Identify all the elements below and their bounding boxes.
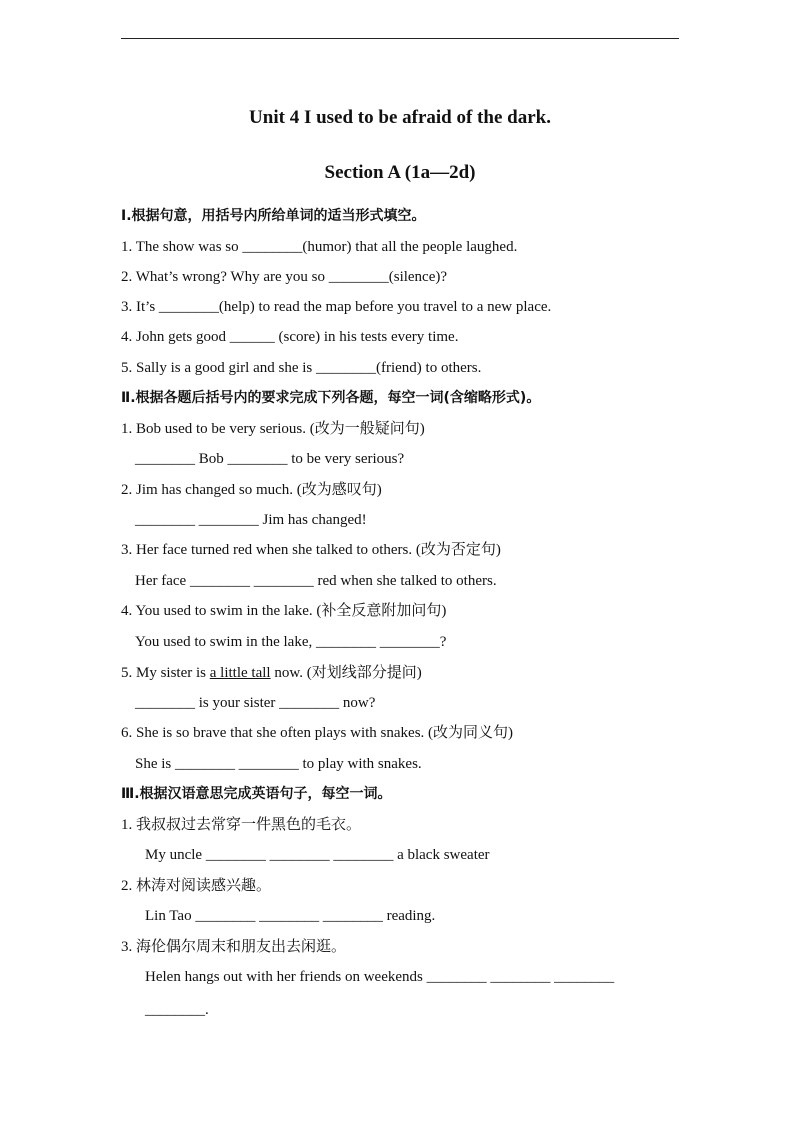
part3-answer-3-continued: ________. <box>145 1002 209 1018</box>
part1-item-3: 3. It’s ________(help) to read the map before you travel to a new place. <box>121 299 552 315</box>
part3-question-2: 2. 林涛对阅读感兴趣。 <box>121 878 272 894</box>
page-title: Unit 4 I used to be afraid of the dark. <box>249 107 551 128</box>
part2-answer-2: ________ ________ Jim has changed! <box>135 512 367 528</box>
part2-question-3: 3. Her face turned red when she talked to others. (改为否定句) <box>121 542 501 558</box>
part1-item-2: 2. What’s wrong? Why are you so ________(silence)? <box>121 269 448 285</box>
part2-question-5-prefix: 5. My sister is <box>121 665 210 681</box>
part3-question-3: 3. 海伦偶尔周末和朋友出去闲逛。 <box>121 939 347 955</box>
underlined-phrase: a little tall <box>209 665 271 681</box>
part1-item-1: 1. The show was so ________(humor) that all the people laughed. <box>121 239 518 255</box>
part3-answer-1: My uncle ________ ________ ________ a black sweater <box>145 847 490 863</box>
part3-answer-2: Lin Tao ________ ________ ________ reading. <box>145 908 436 924</box>
part2-question-6: 6. She is so brave that she often plays with snakes. (改为同义句) <box>121 725 514 741</box>
part1-item-5: 5. Sally is a good girl and she is ________(friend) to others. <box>121 360 482 376</box>
part2-answer-5: ________ is your sister ________ now? <box>135 695 376 711</box>
part2-question-5-suffix: now. (对划线部分提问) <box>270 665 422 681</box>
part2-question-2: 2. Jim has changed so much. (改为感叹句) <box>121 482 382 498</box>
part1-item-4: 4. John gets good ______ (score) in his tests every time. <box>121 329 459 345</box>
part2-heading: Ⅱ.根据各题后括号内的要求完成下列各题，每空一词(含缩略形式)。 <box>121 390 541 406</box>
header-rule <box>121 38 679 39</box>
part2-question-5 <box>121 664 422 682</box>
part1-heading: Ⅰ.根据句意，用括号内所给单词的适当形式填空。 <box>121 208 426 224</box>
part2-answer-1: ________ Bob ________ to be very serious? <box>135 451 405 467</box>
part2-answer-6: She is ________ ________ to play with snakes. <box>135 756 422 772</box>
part2-question-1: 1. Bob used to be very serious. (改为一般疑问句) <box>121 421 425 437</box>
part3-heading: Ⅲ.根据汉语意思完成英语句子，每空一词。 <box>121 786 392 802</box>
part2-answer-4: You used to swim in the lake, ________ ________? <box>135 634 447 650</box>
part3-question-1: 1. 我叔叔过去常穿一件黑色的毛衣。 <box>121 817 362 833</box>
part2-question-4: 4. You used to swim in the lake. (补全反意附加问句) <box>121 603 447 619</box>
part3-answer-3: Helen hangs out with her friends on weekends ________ ________ ________ <box>145 969 615 985</box>
part2-answer-3: Her face ________ ________ red when she talked to others. <box>135 573 497 589</box>
section-subtitle: Section A (1a—2d) <box>324 162 476 183</box>
